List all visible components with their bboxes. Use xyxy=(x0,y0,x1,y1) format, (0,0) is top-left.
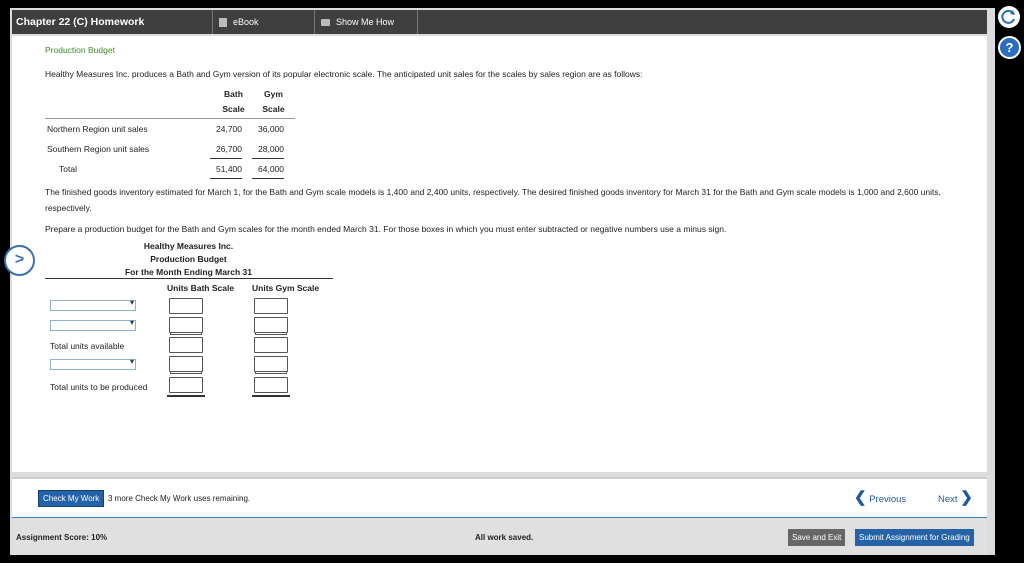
budget-row2-select[interactable] xyxy=(50,320,136,331)
budget-period: For the Month Ending March 31 xyxy=(124,267,253,277)
budget-row2-bath-input[interactable] xyxy=(169,317,203,333)
previous-label: Previous xyxy=(869,494,907,505)
header-bar xyxy=(12,10,987,34)
show-me-how-tab[interactable] xyxy=(314,10,418,34)
gym-double-rule xyxy=(252,395,290,397)
budget-row1-select[interactable] xyxy=(50,300,136,311)
budget-header-rule xyxy=(45,278,333,279)
save-and-exit-button[interactable]: Save and Exit xyxy=(788,529,845,546)
total-produced-bath-input[interactable] xyxy=(169,377,203,393)
budget-title: Production Budget xyxy=(150,254,227,264)
section-title: Production Budget xyxy=(45,45,115,55)
total-produced-label: Total units to be produced xyxy=(50,382,148,392)
book-icon xyxy=(219,18,227,27)
total-gym: 64,000 xyxy=(252,164,284,179)
budget-col-gym: Units Gym Scale xyxy=(252,283,320,293)
ebook-tab[interactable] xyxy=(212,10,314,34)
row-label-southern: Southern Region unit sales xyxy=(47,144,150,154)
col-bath-line1: Bath xyxy=(224,89,243,99)
budget-row1-bath-input[interactable] xyxy=(169,298,203,314)
total-produced-gym-input[interactable] xyxy=(254,377,288,393)
budget-row2-gym-input[interactable] xyxy=(254,317,288,333)
problem-intro: Healthy Measures Inc. produces a Bath and Gym version of its popular electronic scale. The anticipated unit sales for the scales by sales region are as follows: xyxy=(45,69,643,79)
col-bath-line2: Scale xyxy=(222,104,245,114)
row-label-northern: Northern Region unit sales xyxy=(47,124,148,134)
submit-assignment-button[interactable]: Submit Assignment for Grading xyxy=(855,529,974,546)
row-label-total: Total xyxy=(59,164,77,174)
table-header-rule xyxy=(45,118,295,119)
budget-company: Healthy Measures Inc. xyxy=(143,241,234,251)
chevron-right-icon: > xyxy=(14,251,25,268)
northern-bath: 24,700 xyxy=(216,124,242,134)
budget-col-bath: Units Bath Scale xyxy=(167,283,235,293)
col-gym-line2: Scale xyxy=(262,104,285,114)
total-bath: 51,400 xyxy=(210,164,242,179)
total-available-gym-input[interactable] xyxy=(254,337,288,353)
inventory-text: The finished goods inventory estimated for March 1, for the Bath and Gym scale models is 1,400 and 2,400 units, respectively. The desired finished goods inventory for March 31 for the Bath and Gym scale models is 1,000 and 2,600 units, respectively. xyxy=(45,187,941,213)
southern-bath: 26,700 xyxy=(210,144,242,159)
next-button[interactable] xyxy=(938,488,973,506)
ebook-label: eBook xyxy=(233,17,259,27)
refresh-button[interactable] xyxy=(998,6,1020,28)
total-available-bath-input[interactable] xyxy=(169,337,203,353)
chevron-left-icon: ❮ xyxy=(854,489,867,506)
help-button[interactable] xyxy=(998,36,1021,59)
show-me-how-label: Show Me How xyxy=(336,17,395,27)
expand-panel-button[interactable] xyxy=(4,245,35,276)
instructions-text: Prepare a production budget for the Bath and Gym scales for the month ended March 31. For those boxes in which you must enter subtracted or negative numbers use a minus sign. xyxy=(45,224,727,234)
southern-gym: 28,000 xyxy=(252,144,284,159)
video-icon xyxy=(321,19,330,26)
northern-gym: 36,000 xyxy=(258,124,284,134)
check-bar xyxy=(12,477,987,520)
help-icon: ? xyxy=(1005,40,1014,55)
budget-row4-select[interactable] xyxy=(50,359,136,370)
footer-bar xyxy=(12,518,987,555)
budget-row4-bath-input[interactable] xyxy=(169,356,203,372)
check-remaining-text: 3 more Check My Work uses remaining. xyxy=(108,494,251,503)
check-my-work-button[interactable]: Check My Work xyxy=(38,490,104,507)
bath-double-rule xyxy=(167,395,205,397)
total-available-label: Total units available xyxy=(50,341,125,351)
chevron-right-icon: ❯ xyxy=(960,489,973,506)
budget-row1-gym-input[interactable] xyxy=(254,298,288,314)
assignment-title: Chapter 22 (C) Homework xyxy=(16,16,145,28)
budget-row4-gym-input[interactable] xyxy=(254,356,288,372)
problem-content xyxy=(12,36,987,472)
save-status: All work saved. xyxy=(475,533,534,542)
next-label: Next xyxy=(938,494,958,505)
previous-button[interactable] xyxy=(854,488,906,506)
assignment-score: Assignment Score: 10% xyxy=(16,533,108,542)
refresh-icon xyxy=(998,6,1020,28)
col-gym-line1: Gym xyxy=(264,89,283,99)
